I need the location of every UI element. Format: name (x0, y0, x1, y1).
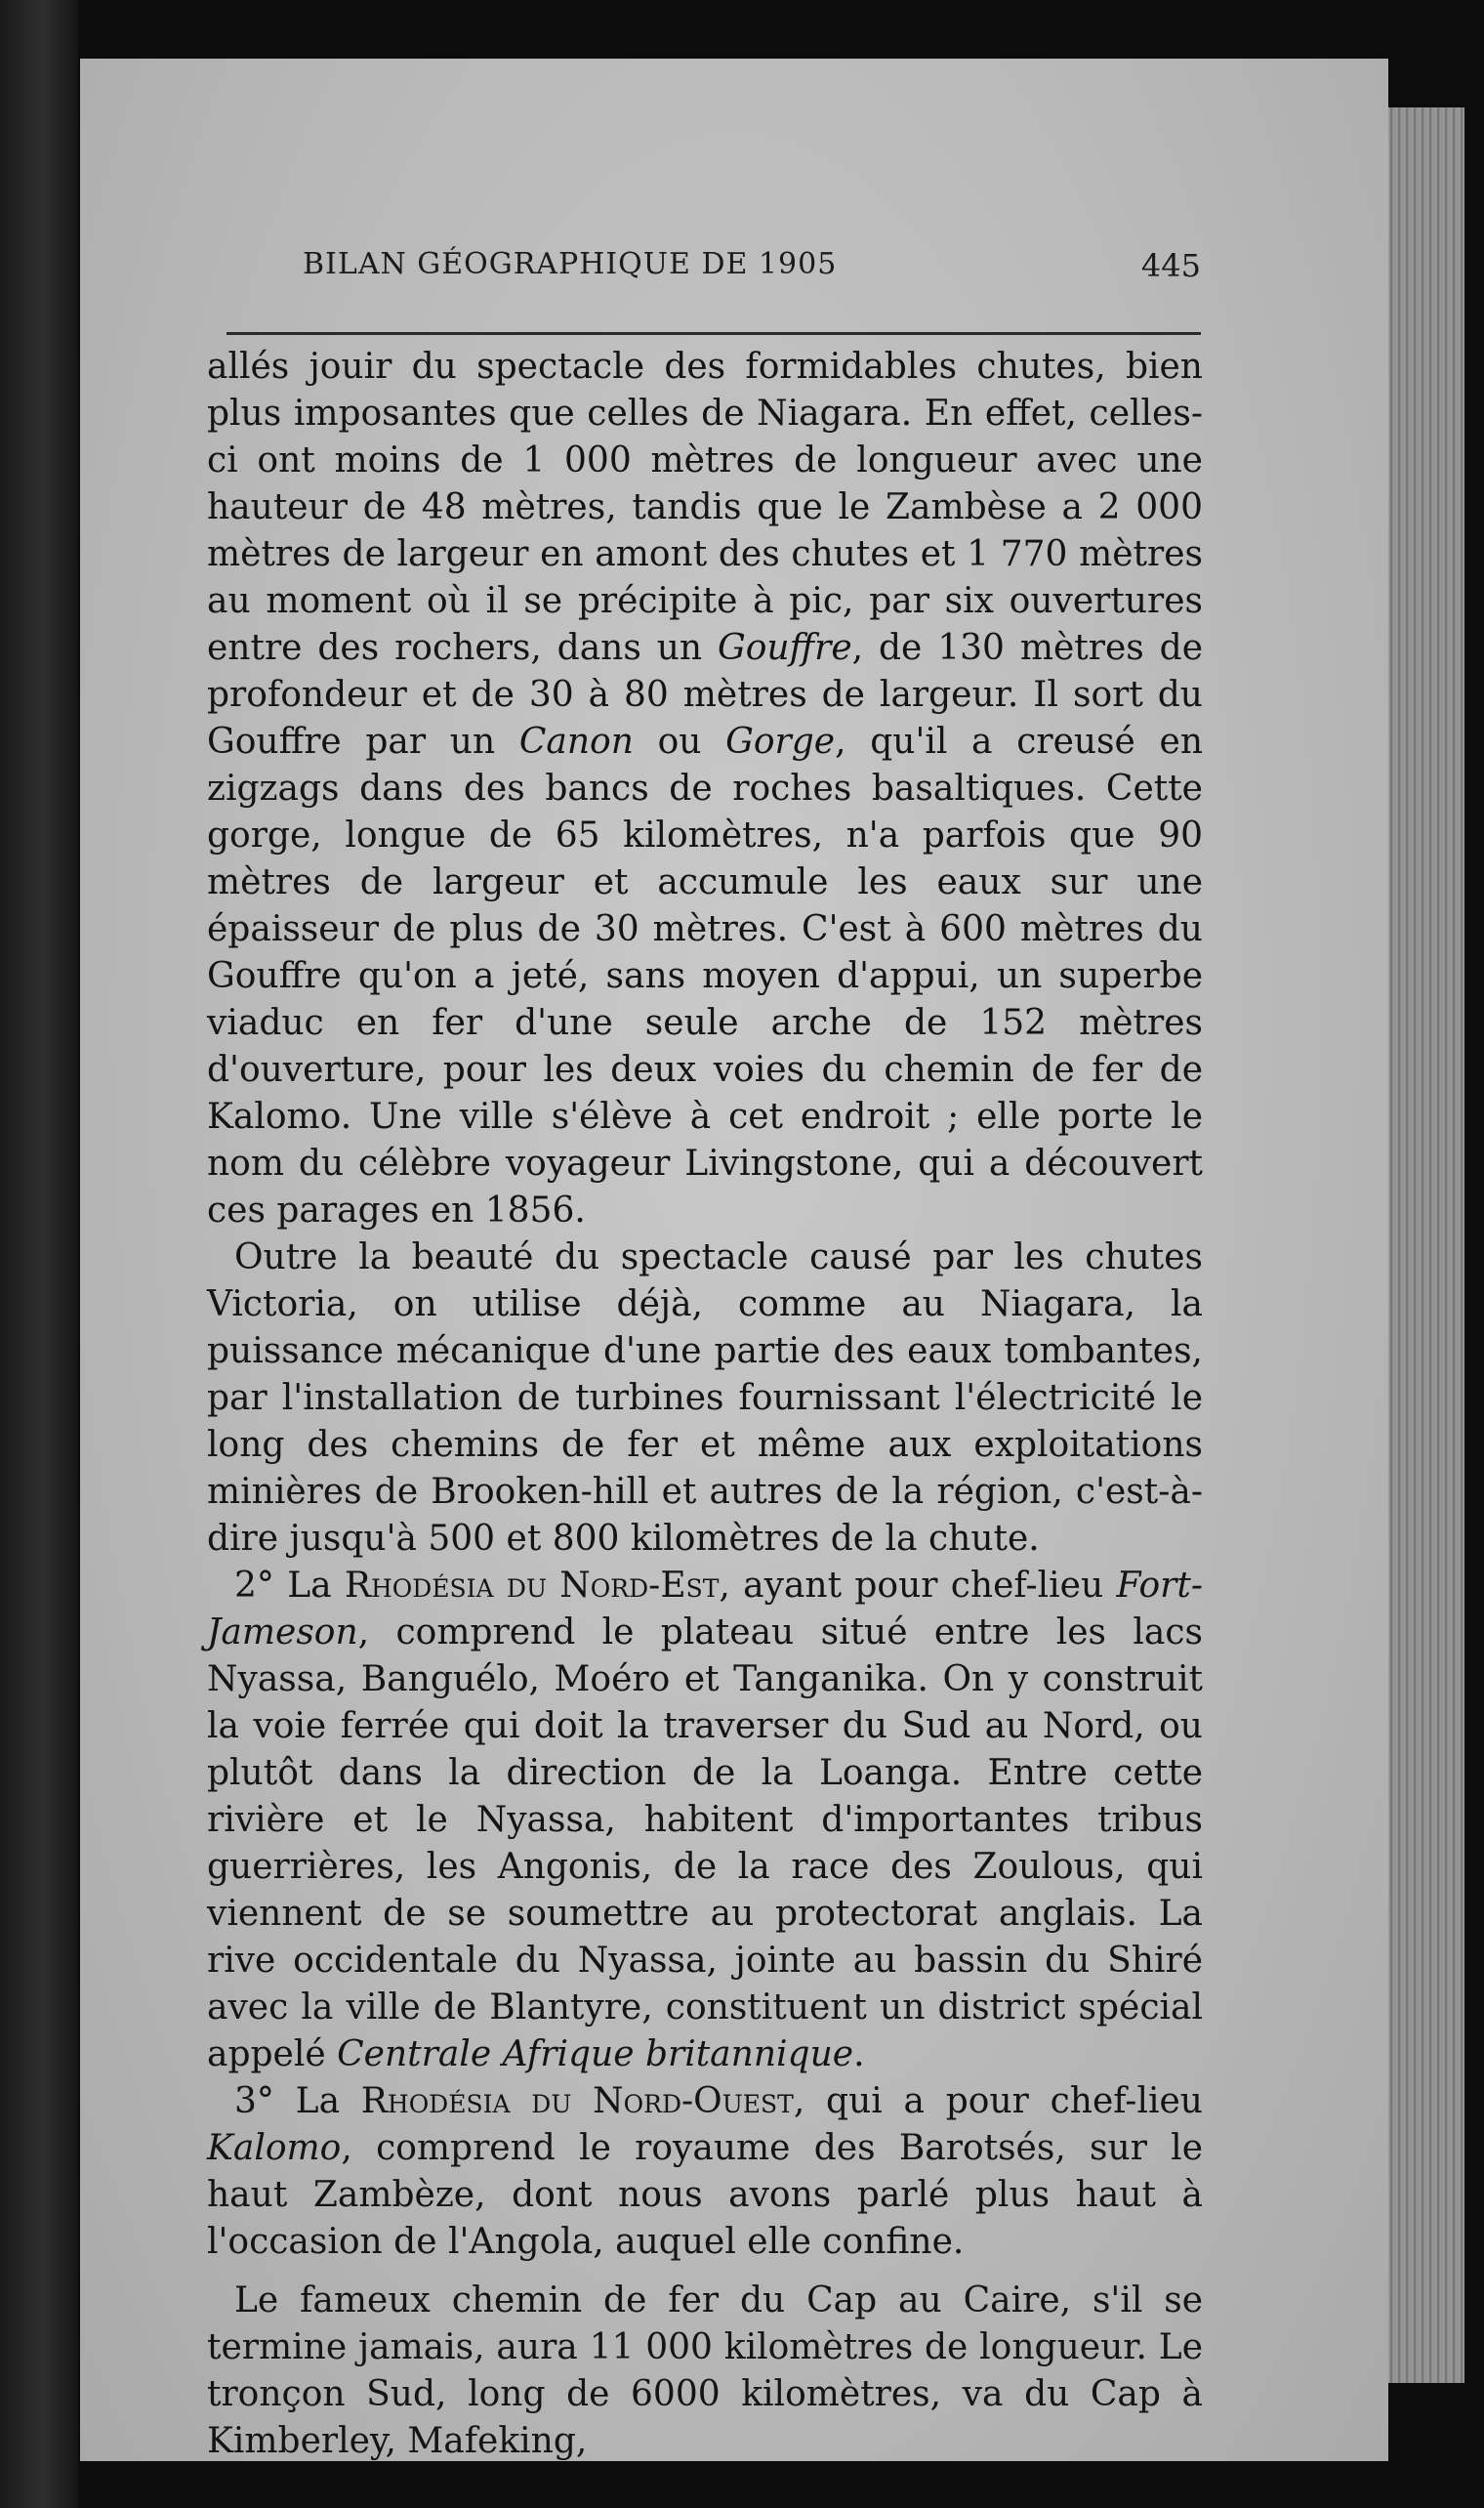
paragraph-2: Outre la beauté du spectacle causé par les chutes Victoria, on utilise déjà, comme au Niagara, la puissance mécanique d'une partie des eaux tombantes, par l'installation de turbines fournissant l'électricité le long des chemins de fer et même aux exploitations minières de Brooken-hill et autres de la région, c'est-à-dire jusqu'à 500 et 800 kilomètres de la chute. (207, 1237, 1203, 1559)
paragraph-1: allés jouir du spectacle des formidables chutes, bien plus imposantes que celles de Niagara. En effet, celles-ci ont moins de 1 000 mètres de longueur avec une hauteur de 48 mètres, tandis que le Zambèse a 2 000 mètres de largeur en amont des chutes et 1 770 mètres au moment où il se précipite à pic, par six ouvertures entre des rochers, dans un Gouffre, de 130 mètres de profondeur et de 30 à 80 mètres de largeur. Il sort du Gouffre par un Canon ou Gorge, qu'il a creusé en zigzags dans des bancs de roches basaltiques. Cette gorge, longue de 65 kilomètres, n'a parfois que 90 mètres de largeur et accumule les eaux sur une épaisseur de plus de 30 mètres. C'est à 600 mètres du Gouffre qu'on a jeté, sans moyen d'appui, un superbe viaduc en fer d'une seule arche de 152 mètres d'ouverture, pour les deux voies du chemin de fer de Kalomo. Une ville s'élève à cet endroit ; elle porte le nom du célèbre voyageur Livingstone, qui a découvert ces parages en 1856. (207, 347, 1204, 1231)
page-stack-edge (1386, 107, 1464, 2383)
running-head: BILAN GÉOGRAPHIQUE DE 1905 (303, 247, 838, 281)
paragraph-3: 2° La Rhodésia du Nord-Est, ayant pour chef-lieu Fort-Jameson, comprend le plateau situé entre les lacs Nyassa, Banguélo, Moéro et Tanganika. On y construit la voie ferrée qui doit la traverser du Sud au Nord, ou plutôt dans la direction de la Loanga. Entre cette rivière et le Nyassa, habitent d'importantes tribus guerrières, les Angonis, de la race des Zoulous, qui viennent de se soumettre au protectorat anglais. La rive occidentale du Nyassa, jointe au bassin du Shiré avec la ville de Blantyre, constituent un district spécial appelé Centrale Afrique britannique. (207, 1566, 1203, 2074)
header-rule (227, 332, 1201, 335)
paragraph-4: 3° La Rhodésia du Nord-Ouest, qui a pour chef-lieu Kalomo, comprend le royaume des Barotsés, sur le haut Zambèze, dont nous avons parlé plus haut à l'occasion de l'Angola, auquel elle confine. (207, 2081, 1203, 2262)
paragraph-5: Le fameux chemin de fer du Cap au Caire, s'il se termine jamais, aura 11 000 kilomètres de longueur. Le tronçon Sud, long de 6000 kilomètres, va du Cap à Kimberley, Mafeking, (207, 2280, 1203, 2461)
book-binding (0, 0, 78, 2508)
body-text (207, 344, 1203, 2465)
page-header (225, 239, 1201, 298)
page-number: 445 (1140, 247, 1201, 284)
